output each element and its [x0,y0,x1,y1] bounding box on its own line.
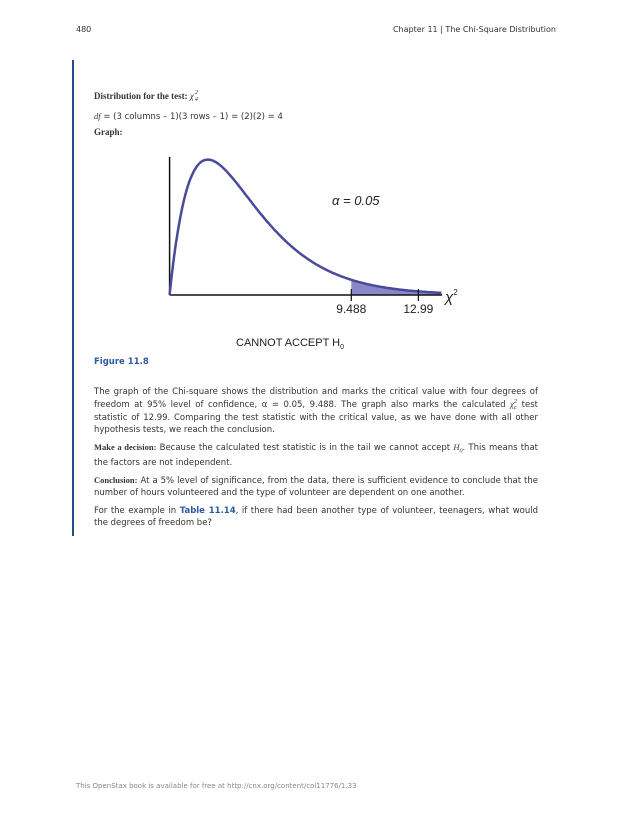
sidebar-rule [72,60,74,536]
paragraph-graph: The graph of the Chi-square shows the distribution and marks the critical value with four degrees of freedom at 95% level of confidence, α = 0.05, 9.488. The graph also marks the calculated χ 2 c test statistic of 12.99. Comparing the test statistic with the critical value, as we have done with all other hypothesis tests, we reach the conclusion. [94,387,538,436]
paragraph-example: For the example in Table 11.14, if there had been another type of volunteer, teenagers, what would the degrees of freedom be? [94,505,538,529]
chapter-title: Chapter 11 | The Chi-Square Distribution [392,25,556,34]
paragraph-decision: Make a decision: Because the calculated test statistic is in the tail we cannot accept $H_0$. This means that the factors are not independent. [94,442,538,468]
decision-label: CANNOT ACCEPT $H_0$ [236,337,345,352]
page-number: 480 [76,25,92,34]
test-statistic-label: 12.99 [403,302,434,316]
alpha-label: α = 0.05 [332,193,380,208]
chi-sub: 4 [194,95,199,103]
figure-caption: Figure 11.8 [94,357,149,367]
x-axis-label: $\chi^2$ [445,288,458,306]
df-expr: = (3 columns – 1)(3 rows – 1) = (2)(2) = 4 [100,112,283,122]
critical-value-label: 9.488 [336,302,367,316]
df-line [94,110,283,123]
graph-label: Graph: [94,127,123,137]
table-link[interactable]: Table 11.14 [179,505,236,516]
paragraph-conclusion: Conclusion: At a 5% level of significance, from the data, there is sufficient evidence to conclude that the number of hours volunteered and the type of volunteer are dependent on one another. [94,475,538,499]
chi-square-symbol: χ 2 4 [189,89,199,103]
chi-square-chart [162,152,482,327]
distribution-line [94,90,198,103]
chi-sup: 2 [194,89,199,97]
footer-note: This OpenStax book is available for free at http://cnx.org/content/col11776/1.33 [76,782,357,790]
explanation-text [94,386,538,534]
distribution-curve [170,160,442,295]
df-var: df [94,111,101,121]
distribution-label: Distribution for the test: [94,91,188,101]
